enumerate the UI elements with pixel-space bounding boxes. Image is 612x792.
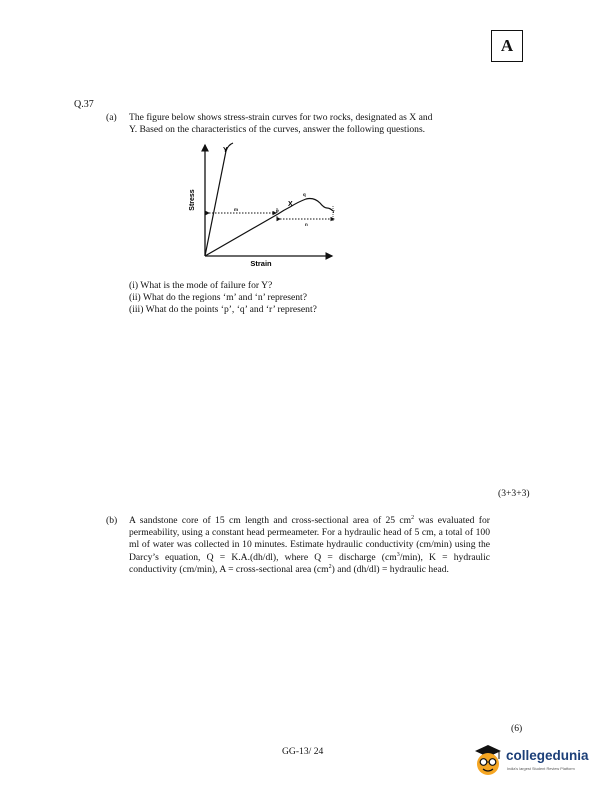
collegedunia-logo [472,742,607,782]
curve-y [205,143,233,256]
curve-y-label: Y [223,147,228,154]
curve-x-label: X [288,201,293,208]
paper-set-box: A [491,30,523,62]
curve-x [205,199,333,257]
part-a-line-2: Y. Based on the characteristics of the curves, answer the following questions. [129,124,426,135]
sub-question-3: (iii) What do the points ‘p’, ‘q’ and ‘r’ represent? [129,304,317,315]
sub-question-2: (ii) What do the regions ‘m’ and ‘n’ represent? [129,292,307,303]
part-a-label: (a) [106,112,117,123]
region-m-label: m [234,207,239,212]
question-number: Q.37 [74,99,94,110]
point-p-label: p [276,208,279,213]
part-b-text: A sandstone core of 15 cm length and cross-sectional area of 25 $cm^2$ was evaluated for permeability, using a constant head permeameter. For a hydraulic head of 5 cm, a total of 100 ml of water was collected in 10 minutes. Estimate hydraulic conductivity (cm/min) using the Darcy’s equation, Q = K.A.(dh/dl), where Q = discharge $(cm^3/\min)$, K = hydraulic conductivity (cm/min), A = cross-sectional area $(cm^2)$ and (dh/dl) = hydraulic head. [129,514,490,575]
sub-question-1: (i) What is the mode of failure for Y? [129,280,273,291]
part-b-label: (b) [106,515,118,526]
y-axis-label: Stress [189,189,196,211]
part-b-marks: (6) [511,723,523,734]
part-a-marks: (3+3+3) [498,488,530,499]
page-code: GG-13/ 24 [282,746,324,757]
graduate-face-icon [472,742,504,780]
region-n-label: n [305,222,308,227]
stress-strain-figure [180,135,350,275]
point-q-label: q [303,192,306,197]
part-a-line-1: The figure below shows stress-strain curves for two rocks, designated as X and [129,112,433,123]
logo-wordmark: collegedunia [506,748,589,763]
logo-tagline: India's largest Student Review Platform [507,766,575,771]
x-axis-label: Strain [250,259,272,268]
point-r-label: r [333,209,335,214]
